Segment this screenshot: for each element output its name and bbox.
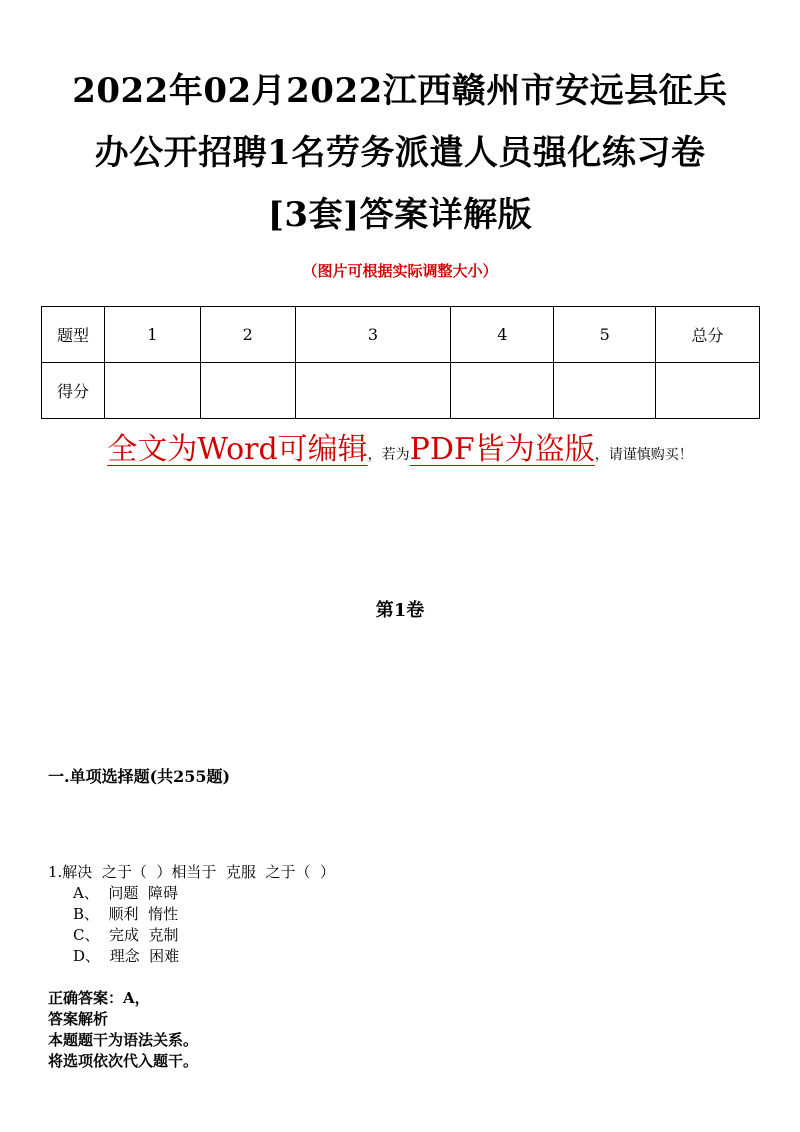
analysis-line-2: 将选项依次代入题干。 bbox=[48, 1052, 199, 1070]
header-cell-4: 4 bbox=[451, 307, 554, 363]
subtitle-note: （图片可根据实际调整大小） bbox=[302, 262, 498, 280]
option-a: A、 问题 障碍 bbox=[73, 884, 178, 902]
option-d: D、 理念 困难 bbox=[73, 947, 180, 965]
document-title bbox=[30, 60, 770, 246]
header-cell-5: 5 bbox=[554, 307, 656, 363]
header-cell-1: 1 bbox=[104, 307, 200, 363]
header-cell-type: 题型 bbox=[42, 307, 105, 363]
question-block bbox=[48, 862, 335, 967]
option-c: C、 完成 克制 bbox=[73, 926, 179, 944]
score-table-header-row bbox=[42, 307, 760, 363]
copyright-notice bbox=[0, 424, 800, 468]
row-label-score: 得分 bbox=[42, 363, 105, 419]
volume-title: 第1卷 bbox=[375, 600, 425, 621]
header-cell-2: 2 bbox=[200, 307, 295, 363]
analysis-line-1: 本题题干为语法关系。 bbox=[48, 1031, 199, 1049]
score-cell-1[interactable] bbox=[104, 363, 200, 419]
notice-buy-carefully: ，请谨慎购买！ bbox=[594, 447, 693, 463]
option-b: B、 顺利 惰性 bbox=[73, 905, 179, 923]
score-cell-3[interactable] bbox=[295, 363, 451, 419]
answer-block bbox=[48, 988, 198, 1072]
score-table-score-row bbox=[42, 363, 760, 419]
title-line-3: [3套]答案详解版 bbox=[267, 195, 533, 235]
score-cell-total[interactable] bbox=[656, 363, 760, 419]
correct-answer: 正确答案：A， bbox=[48, 989, 150, 1007]
title-line-1: 2022年02月2022江西赣州市安远县征兵 bbox=[72, 71, 728, 111]
notice-if-pdf: ，若为 bbox=[367, 447, 410, 463]
header-cell-total: 总分 bbox=[656, 307, 760, 363]
question-stem: 1.解决 之于（ ）相当于 克服 之于（ ） bbox=[48, 863, 335, 881]
score-cell-4[interactable] bbox=[451, 363, 554, 419]
notice-pdf-pirated: PDF皆为盗版 bbox=[409, 432, 595, 467]
title-line-2: 办公开招聘1名劳务派遣人员强化练习卷 bbox=[94, 133, 706, 173]
analysis-title: 答案解析 bbox=[48, 1010, 109, 1028]
header-cell-3: 3 bbox=[295, 307, 451, 363]
score-cell-5[interactable] bbox=[554, 363, 656, 419]
section-title: 一.单项选择题(共255题) bbox=[48, 767, 231, 786]
notice-word-editable: 全文为Word可编辑 bbox=[107, 432, 368, 467]
score-cell-2[interactable] bbox=[200, 363, 295, 419]
score-table bbox=[41, 306, 760, 419]
